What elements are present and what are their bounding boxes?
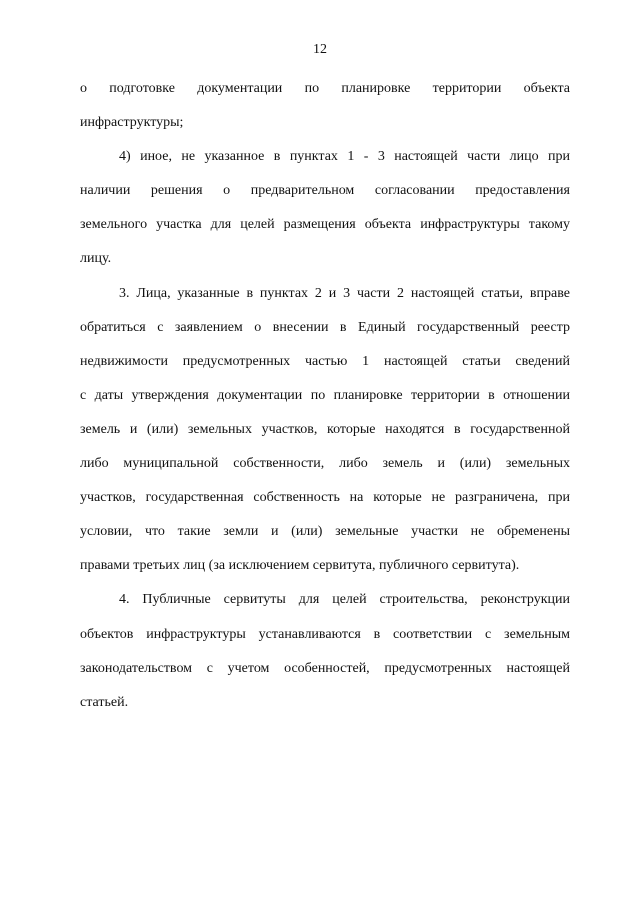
text-line: лицу.: [80, 251, 112, 267]
text-line: объектов инфраструктуры устанавливаются в соответствии с земельным: [80, 626, 570, 642]
text-line: земель и (или) земельных участков, которые находятся в государственной: [80, 421, 570, 437]
text-line: с даты утверждения документации по планировке территории в отношении: [80, 387, 570, 403]
text-line: земельного участка для целей размещения объекта инфраструктуры такому: [80, 217, 570, 233]
text-line: о подготовке документации по планировке территории объекта: [80, 81, 570, 96]
text-line: инфраструктуры;: [80, 115, 184, 131]
text-line: участков, государственная собственность на которые не разграничена, при: [80, 490, 570, 506]
text-line: наличии решения о предварительном согласовании предоставления: [80, 183, 570, 199]
text-line: 3. Лица, указанные в пунктах 2 и 3 части 2 настоящей статьи, вправе: [119, 285, 570, 301]
text-line: законодательством с учетом особенностей, предусмотренных настоящей: [80, 660, 570, 676]
text-line: недвижимости предусмотренных частью 1 настоящей статьи сведений: [80, 353, 570, 369]
page-number: 12: [313, 42, 327, 57]
text-line: статьей.: [80, 694, 129, 710]
text-line: 4) иное, не указанное в пунктах 1 - 3 настоящей части лицо при: [119, 149, 570, 165]
text-line: условии, что такие земли и (или) земельные участки не обременены: [80, 524, 570, 540]
document-body: [80, 79, 570, 727]
text-line: либо муниципальной собственности, либо земель и (или) земельных: [80, 456, 570, 472]
text-line: правами третьих лиц (за исключением сервитута, публичного сервитута).: [80, 558, 520, 574]
text-line: обратиться с заявлением о внесении в Единый государственный реестр: [80, 319, 570, 335]
text-line: 4. Публичные сервитуты для целей строительства, реконструкции: [119, 592, 570, 608]
